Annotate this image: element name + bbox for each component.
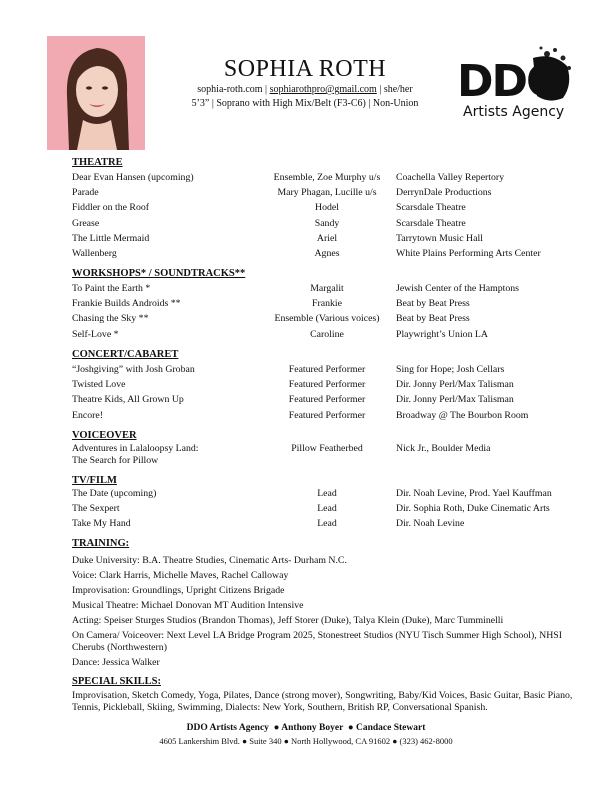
theatre-row: [72, 172, 592, 186]
credit-project: The Little Mermaid: [72, 232, 150, 244]
credit-project: Self-Love *: [72, 328, 119, 340]
credit-company: White Plains Performing Arts Center: [396, 248, 541, 259]
workshops-row: [72, 298, 592, 312]
credit-company: Jewish Center of the Hamptons: [396, 283, 519, 294]
contact-line: sophia-roth.com | sophiarothpro@gmail.com | she/her: [197, 84, 413, 95]
credit-role: Ensemble (Various voices): [274, 313, 380, 325]
credit-company: Dir. Sophia Roth, Duke Cinematic Arts: [396, 503, 550, 515]
credit-role: Lead: [317, 518, 337, 530]
credit-company: Dir. Noah Levine, Prod. Yael Kauffman: [396, 488, 552, 499]
training-line: Voice: Clark Harris, Michelle Maves, Rachel Calloway: [72, 570, 289, 581]
credit-company: Sing for Hope; Josh Cellars: [396, 364, 505, 375]
credit-role: Featured Performer: [288, 409, 366, 421]
section-title-concert: CONCERT/CABARET: [72, 349, 179, 360]
credit-role: Sandy: [314, 217, 340, 229]
concert-row: [72, 410, 592, 424]
credit-project: Wallenberg: [72, 248, 117, 259]
credit-company: Playwright’s Union LA: [396, 328, 488, 340]
pronouns: she/her: [383, 84, 413, 95]
logo-sub-text: Artists Agency: [463, 104, 565, 120]
workshops-row: [72, 283, 592, 297]
credit-role: Featured Performer: [288, 364, 366, 375]
credit-role: Lead: [317, 503, 337, 515]
training-line: On Camera/ Voiceover: Next Level LA Bridge Program 2025, Stonestreet Studios (NYU Tisch Summer High School), NHSI Cherubs (Northwestern): [72, 630, 562, 653]
website-link[interactable]: sophia-roth.com: [197, 84, 263, 95]
credit-role: Frankie: [312, 298, 342, 310]
section-title-skills: SPECIAL SKILLS:: [72, 676, 161, 687]
training-line: Dance: Jessica Walker: [72, 657, 160, 668]
footer-agency-line: DDO Artists Agency ● Anthony Boyer ● Candace Stewart: [186, 723, 426, 733]
credit-company: Coachella Valley Repertory: [396, 172, 505, 183]
credit-project: The Date (upcoming): [72, 488, 157, 499]
agency-logo: [455, 44, 575, 124]
credit-role: Agnes: [314, 248, 340, 259]
training-line: Improvisation: Groundlings, Upright Citizens Brigade: [72, 585, 285, 596]
credit-role: Featured Performer: [288, 394, 366, 406]
credit-role: Pillow Featherbed: [291, 443, 363, 454]
credit-project: Take My Hand: [72, 518, 131, 530]
training-line: Acting: Speiser Sturges Studios (Brandon Thomas), Jeff Storer (Duke), Talya Klein (Duke), Marc Tumminelli: [72, 615, 504, 626]
credit-project: Theatre Kids, All Grown Up: [72, 394, 184, 406]
credit-role: Margalit: [310, 283, 344, 294]
performer-name: SOPHIA ROTH: [223, 56, 387, 82]
credit-role: Ariel: [316, 232, 338, 244]
footer-agency: DDO Artists Agency: [186, 723, 269, 733]
credit-project: Parade: [72, 187, 99, 199]
credit-project: Adventures in Lalaloopsy Land:: [72, 443, 199, 454]
credit-company: Dir. Jonny Perl/Max Talisman: [396, 394, 514, 406]
credit-role: Hodel: [315, 202, 339, 214]
credit-project: “Joshgiving” with Josh Groban: [72, 364, 195, 375]
credit-project: Fiddler on the Roof: [72, 202, 150, 214]
credit-company: Broadway @ The Bourbon Room: [396, 409, 529, 421]
union-status: Non-Union: [372, 98, 419, 109]
credit-project-cont: The Search for Pillow: [72, 455, 159, 466]
footer-agent-2: Candace Stewart: [356, 723, 426, 733]
section-title-tvfilm: TV/FILM: [72, 475, 117, 486]
voice-type: Soprano with High Mix/Belt (F3-C6): [216, 98, 366, 109]
credit-project: Grease: [72, 217, 100, 229]
credit-company: Tarrytown Music Hall: [396, 232, 483, 244]
credit-role: Caroline: [310, 328, 344, 340]
section-title-voiceover: VOICEOVER: [72, 430, 137, 441]
credit-role: Mary Phagan, Lucille u/s: [277, 187, 377, 199]
stats-line: 5’3” | Soprano with High Mix/Belt (F3-C6) | Non-Union: [191, 98, 419, 109]
theatre-row: [72, 248, 592, 262]
credit-project: Encore!: [72, 409, 104, 421]
training-line: Duke University: B.A. Theatre Studies, Cinematic Arts- Durham N.C.: [72, 555, 347, 566]
credit-project: Frankie Builds Androids **: [72, 298, 181, 310]
theatre-row: [72, 202, 592, 216]
credit-company: Dir. Jonny Perl/Max Talisman: [396, 379, 514, 391]
tvfilm-row: [72, 518, 592, 532]
theatre-row: [72, 187, 592, 201]
concert-row: [72, 394, 592, 408]
credit-company: Scarsdale Theatre: [396, 217, 466, 229]
voiceover-row-cont: [72, 455, 592, 469]
footer-address: 4605 Lankershim Blvd. ● Suite 340 ● North Hollywood, CA 91602 ● (323) 462-8000: [159, 736, 453, 746]
workshops-row: [72, 313, 592, 327]
credit-role: Featured Performer: [288, 379, 366, 391]
skills-text: Improvisation, Sketch Comedy, Yoga, Pilates, Dance (strong mover), Songwriting, Baby/Kid Voices, Basic Guitar, Basic Piano, Tennis, Pickleball, Skiing, Swimming, Dialects: New York, Southern, British RP, Conversational Spanish.: [72, 690, 573, 713]
height: 5’3”: [191, 98, 210, 109]
concert-row: [72, 379, 592, 393]
credit-role: Ensemble, Zoe Murphy u/s: [273, 172, 381, 183]
credit-company: Nick Jr., Boulder Media: [396, 443, 491, 454]
credit-company: Beat by Beat Press: [396, 313, 470, 325]
section-title-workshops: WORKSHOPS* / SOUNDTRACKS**: [72, 268, 246, 279]
training-line: Musical Theatre: Michael Donovan MT Audition Intensive: [72, 600, 304, 611]
theatre-row: [72, 218, 592, 232]
credit-project: Chasing the Sky **: [72, 313, 149, 325]
credit-project: The Sexpert: [72, 503, 120, 515]
credit-company: DerrynDale Productions: [396, 187, 492, 199]
email-link[interactable]: sophiarothpro@gmail.com: [269, 84, 377, 95]
tvfilm-row: [72, 503, 592, 517]
theatre-row: [72, 233, 592, 247]
credit-company: Scarsdale Theatre: [396, 202, 466, 214]
credit-project: To Paint the Earth *: [72, 283, 151, 294]
footer-agent-1: Anthony Boyer: [281, 723, 344, 733]
credit-role: Lead: [317, 488, 337, 499]
credit-project: Twisted Love: [72, 379, 126, 391]
section-title-training: TRAINING:: [72, 538, 130, 549]
credit-project: Dear Evan Hansen (upcoming): [72, 172, 194, 183]
section-title-theatre: THEATRE: [72, 157, 123, 168]
credit-company: Beat by Beat Press: [396, 298, 470, 310]
concert-row: [72, 364, 592, 378]
logo-main-text: DDO: [457, 56, 562, 107]
tvfilm-row: [72, 488, 592, 502]
workshops-row: [72, 329, 592, 343]
headshot-photo: [47, 36, 145, 150]
credit-company: Dir. Noah Levine: [396, 518, 465, 530]
